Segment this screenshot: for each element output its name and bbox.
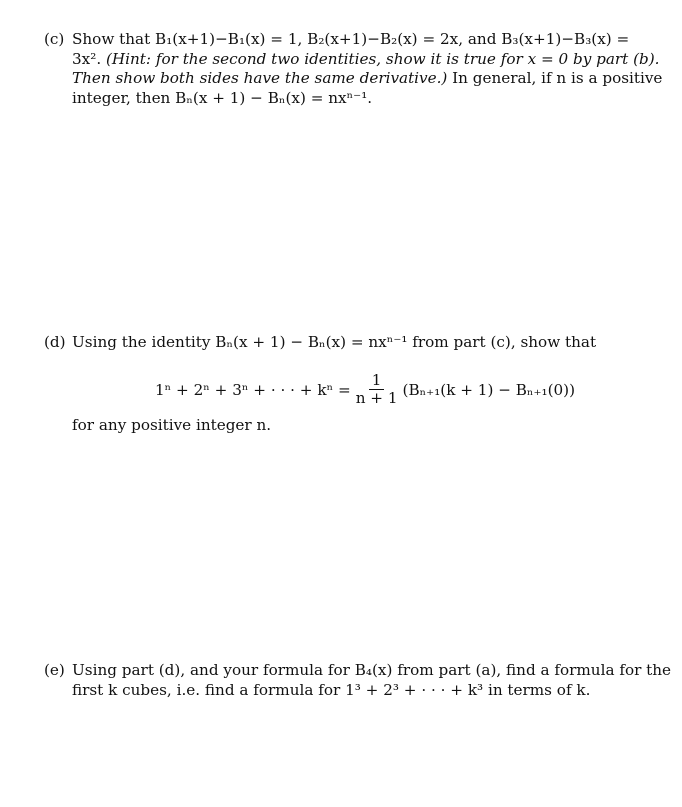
- part-d-text-1: Using the identity Bₙ(x + 1) − Bₙ(x) = nxⁿ⁻¹ from part (c), show that: [72, 333, 597, 351]
- fraction-denominator: n + 1: [355, 389, 398, 407]
- part-e-text-2: first k cubes, i.e. find a formula for 1³ + 2³ + · · · + k³ in terms of k.: [72, 680, 591, 699]
- display-rhs: (Bₙ₊₁(k + 1) − Bₙ₊₁(0)): [402, 380, 576, 399]
- part-d-conclusion: [44, 416, 638, 436]
- part-e-text-1: Using part (d), and your formula for B₄(x) from part (a), find a formula for the: [72, 661, 672, 679]
- problem-part-c: [44, 30, 663, 108]
- part-c-line-2: [44, 49, 660, 70]
- part-e-label: (e): [44, 661, 65, 679]
- display-lhs: 1ⁿ + 2ⁿ + 3ⁿ + · · · + kⁿ =: [155, 380, 351, 399]
- part-e-line-1: [44, 661, 672, 681]
- part-d-label: (d): [44, 333, 66, 351]
- part-d-line-1: [44, 333, 638, 353]
- part-c-math-2: 3x².: [72, 49, 106, 68]
- part-c-text-3: In general, if n is a positive: [447, 69, 663, 87]
- fraction-numerator: 1: [369, 372, 385, 390]
- part-c-line-1: [44, 30, 638, 50]
- part-c-hint-3: Then show both sides have the same derivative.): [72, 69, 448, 87]
- part-d-line-2: [44, 416, 638, 436]
- part-c-hint-2: (Hint: for the second two identities, show it is true for x = 0 by part (b).: [105, 49, 660, 68]
- part-c-text-4: integer, then Bₙ(x + 1) − Bₙ(x) = nxⁿ⁻¹.: [72, 88, 373, 107]
- part-c-line-4: [44, 89, 638, 109]
- part-c-line-3: [44, 69, 663, 89]
- problem-part-d: [44, 333, 638, 353]
- part-c-text-1: Show that B₁(x+1)−B₁(x) = 1, B₂(x+1)−B₂(x) = 2x, and B₃(x+1)−B₃(x) =: [72, 30, 630, 48]
- part-d-text-2: for any positive integer n.: [72, 416, 272, 434]
- part-e-line-2: [44, 681, 638, 701]
- problem-part-e: [44, 661, 672, 700]
- display-fraction: [353, 372, 401, 407]
- part-c-label: (c): [44, 30, 65, 48]
- part-d-display-equation: [155, 372, 575, 407]
